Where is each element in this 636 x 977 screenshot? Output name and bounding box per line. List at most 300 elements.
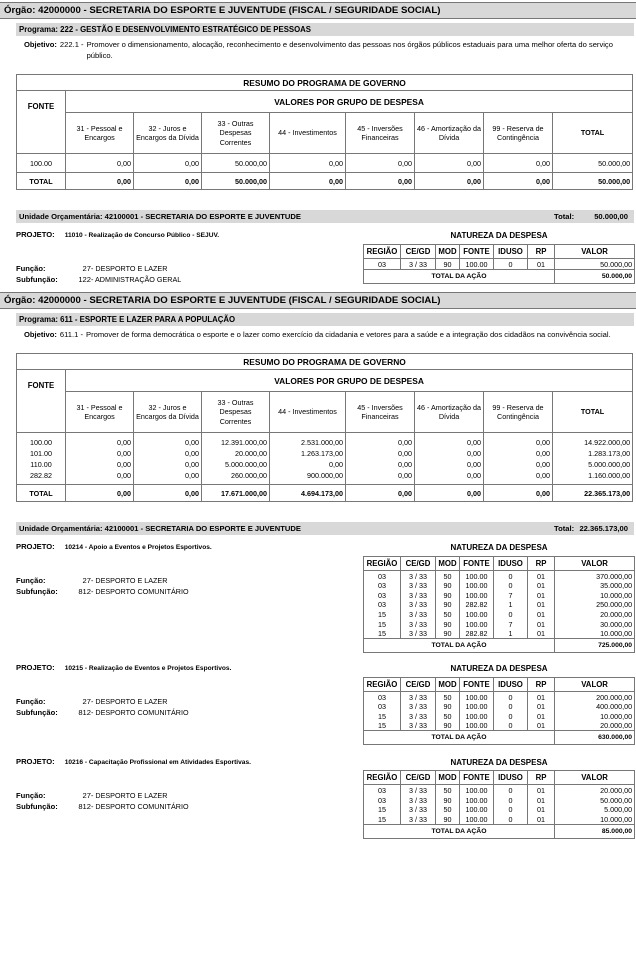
- total-value: 0,00: [270, 173, 346, 190]
- code-cell: 0: [494, 581, 528, 591]
- column-header: MOD: [436, 244, 460, 258]
- unidade-name: Unidade Orçamentária: 42100001 - SECRETARIA DO ESPORTE E JUVENTUDE: [19, 524, 301, 534]
- code-cell: 03: [364, 570, 401, 581]
- objetivo-text: Promover o dimensionamento, alocação, reconhecimento e desenvolvimento das pessoas nos órgãos públicos estaduais para uma melhor oferta do serviço público.: [86, 40, 613, 60]
- code-cell: 3 / 33: [401, 711, 436, 721]
- code-cell: 03: [364, 600, 401, 610]
- code-cell: 01: [528, 711, 555, 721]
- subfuncao-label: Subfunção:: [16, 708, 58, 718]
- resumo-data-row: [17, 448, 633, 459]
- column-header: RP: [528, 556, 555, 570]
- natureza-row: [364, 785, 635, 796]
- code-cell: 1: [494, 629, 528, 639]
- fonte-code: 100.00: [17, 158, 66, 169]
- fonte-column-header: FONTE: [17, 370, 66, 433]
- resumo-title: RESUMO DO PROGRAMA DE GOVERNO: [17, 75, 633, 91]
- programa-header: Programa: 611 - ESPORTE E LAZER PARA A POPULAÇÃO: [16, 313, 634, 326]
- column-header: VALOR: [555, 677, 635, 691]
- code-cell: 01: [528, 581, 555, 591]
- value-cell: 1.263.173,00: [270, 448, 346, 459]
- valor-cell: 10.000,00: [555, 815, 635, 825]
- code-cell: 100.00: [460, 795, 494, 805]
- funcao-code: 27: [82, 264, 91, 273]
- value-cell: 0,00: [415, 470, 484, 481]
- subfuncao-code: 122: [78, 275, 91, 284]
- natureza-table: [363, 227, 635, 284]
- subfuncao-label: Subfunção:: [16, 275, 58, 284]
- code-cell: 0: [494, 570, 528, 581]
- subfuncao-line: [16, 274, 181, 285]
- code-cell: 3 / 33: [401, 619, 436, 629]
- unidade-total-value: 50.000,00: [594, 212, 628, 221]
- total-value: 50.000,00: [202, 173, 270, 190]
- column-header: 46 - Amortização da Dívida: [415, 392, 484, 433]
- projeto-name: 10216 - Capacitação Profissional em Atividades Esportivas.: [64, 758, 251, 766]
- column-header: FONTE: [460, 244, 494, 258]
- value-cell: 900.000,00: [270, 470, 346, 481]
- code-cell: 03: [364, 590, 401, 600]
- total-acao-row: [364, 824, 635, 838]
- code-cell: 15: [364, 815, 401, 825]
- code-cell: 0: [494, 711, 528, 721]
- code-cell: 282.82: [460, 629, 494, 639]
- code-cell: 3 / 33: [401, 629, 436, 639]
- value-cell: 50.000,00: [202, 158, 270, 169]
- column-header: CE/GD: [401, 771, 436, 785]
- unidade-header: [16, 210, 634, 223]
- funcao-code: 27: [82, 576, 91, 586]
- code-cell: 3 / 33: [401, 805, 436, 815]
- value-cell: 0,00: [66, 459, 134, 470]
- total-acao-label: TOTAL DA AÇÃO: [364, 824, 555, 838]
- code-cell: 282.82: [460, 600, 494, 610]
- resumo-subtitle-row: [17, 91, 633, 113]
- subfuncao-line: [16, 801, 189, 812]
- code-cell: 3 / 33: [401, 258, 436, 269]
- funcao-desc: - DESPORTO E LAZER: [91, 264, 168, 273]
- code-cell: 3 / 33: [401, 570, 436, 581]
- code-cell: 03: [364, 581, 401, 591]
- code-cell: 100.00: [460, 610, 494, 620]
- value-cell: 50.000,00: [553, 158, 633, 169]
- projeto-block: [16, 539, 634, 654]
- column-header: REGIÃO: [364, 771, 401, 785]
- column-header: REGIÃO: [364, 556, 401, 570]
- natureza-row: [364, 691, 635, 702]
- total-acao-value: 630.000,00: [555, 731, 635, 745]
- column-header: IDUSO: [494, 244, 528, 258]
- code-cell: 03: [364, 258, 401, 269]
- valor-cell: 20.000,00: [555, 785, 635, 796]
- code-cell: 90: [436, 721, 460, 731]
- value-cell: 0,00: [134, 158, 202, 169]
- resumo-total-row: [17, 485, 633, 502]
- column-header: VALOR: [555, 244, 635, 258]
- column-header: 45 - Inversões Financeiras: [346, 392, 415, 433]
- column-header: 32 - Juros e Encargos da Dívida: [134, 392, 202, 433]
- column-header: IDUSO: [494, 556, 528, 570]
- code-cell: 01: [528, 600, 555, 610]
- projeto-name: 10214 - Apoio a Eventos e Projetos Esportivos.: [64, 544, 212, 552]
- column-header: 44 - Investimentos: [270, 113, 346, 154]
- column-header: VALOR: [555, 771, 635, 785]
- subfuncao-code: 812: [78, 801, 91, 811]
- projeto-label: PROJETO:: [16, 663, 55, 673]
- code-cell: 01: [528, 629, 555, 639]
- code-cell: 90: [436, 702, 460, 712]
- value-cell: 0,00: [415, 437, 484, 448]
- programa-header: Programa: 222 - GESTÃO E DESENVOLVIMENTO ESTRATÉGICO DE PESSOAS: [16, 23, 634, 36]
- column-header: 45 - Inversões Financeiras: [346, 113, 415, 154]
- natureza-title: NATUREZA DA DESPESA: [450, 542, 548, 552]
- code-cell: 0: [494, 721, 528, 731]
- code-cell: 90: [436, 619, 460, 629]
- value-cell: 0,00: [270, 459, 346, 470]
- resumo-subtitle-row: [17, 370, 633, 392]
- code-cell: 3 / 33: [401, 815, 436, 825]
- value-cell: 1.160.000,00: [553, 470, 633, 481]
- code-cell: 0: [494, 785, 528, 796]
- subfuncao-code: 812: [78, 587, 91, 597]
- column-header: 33 - Outras Despesas Correntes: [202, 392, 270, 433]
- code-cell: 50: [436, 570, 460, 581]
- value-cell: 0,00: [346, 470, 415, 481]
- resumo-table: [16, 353, 633, 502]
- resumo-title: RESUMO DO PROGRAMA DE GOVERNO: [17, 354, 633, 370]
- column-header: IDUSO: [494, 771, 528, 785]
- projeto-header: [16, 542, 212, 551]
- code-cell: 3 / 33: [401, 785, 436, 796]
- column-header: CE/GD: [401, 677, 436, 691]
- total-value: 0,00: [415, 173, 484, 190]
- column-header: 31 - Pessoal e Encargos: [66, 113, 134, 154]
- code-cell: 90: [436, 581, 460, 591]
- value-cell: 0,00: [484, 470, 553, 481]
- subfuncao-desc: - DESPORTO COMUNITÁRIO: [91, 587, 189, 597]
- subfuncao-label: Subfunção:: [16, 587, 58, 597]
- objetivo-label: Objetivo:: [24, 329, 57, 339]
- code-cell: 15: [364, 619, 401, 629]
- total-label: TOTAL: [17, 485, 66, 502]
- projeto-header: [16, 663, 231, 672]
- code-cell: 15: [364, 721, 401, 731]
- valor-cell: 35.000,00: [555, 581, 635, 591]
- code-cell: 100.00: [460, 258, 494, 269]
- code-cell: 100.00: [460, 805, 494, 815]
- subfuncao-code: 812: [78, 708, 91, 718]
- valor-cell: 30.000,00: [555, 619, 635, 629]
- funcao-label: Função:: [16, 264, 46, 273]
- total-acao-row: [364, 731, 635, 745]
- objetivo-code: 222.1 -: [59, 40, 84, 49]
- funcao-block: [16, 575, 189, 597]
- code-cell: 100.00: [460, 691, 494, 702]
- projeto-label: PROJETO:: [16, 542, 55, 552]
- column-header: MOD: [436, 771, 460, 785]
- value-cell: 0,00: [484, 448, 553, 459]
- natureza-title-row: [364, 539, 635, 556]
- code-cell: 7: [494, 619, 528, 629]
- code-cell: 03: [364, 702, 401, 712]
- code-cell: 01: [528, 570, 555, 581]
- projeto-label: PROJETO:: [16, 230, 55, 239]
- code-cell: 15: [364, 805, 401, 815]
- funcao-block: [16, 263, 181, 285]
- value-cell: 0,00: [66, 158, 134, 169]
- natureza-row: [364, 815, 635, 825]
- code-cell: 3 / 33: [401, 702, 436, 712]
- natureza-title-row: [364, 660, 635, 677]
- code-cell: 90: [436, 590, 460, 600]
- total-value: 0,00: [346, 485, 415, 502]
- orgao-header: Órgão: 42000000 - SECRETARIA DO ESPORTE E JUVENTUDE (FISCAL / SEGURIDADE SOCIAL): [0, 2, 636, 19]
- natureza-title: NATUREZA DA DESPESA: [450, 230, 548, 240]
- code-cell: 100.00: [460, 711, 494, 721]
- natureza-table: [363, 539, 635, 653]
- code-cell: 1: [494, 600, 528, 610]
- natureza-row: [364, 619, 635, 629]
- code-cell: 01: [528, 815, 555, 825]
- natureza-row: [364, 590, 635, 600]
- column-header: TOTAL: [553, 113, 633, 154]
- code-cell: 3 / 33: [401, 600, 436, 610]
- funcao-line: [16, 263, 181, 274]
- funcao-desc: - DESPORTO E LAZER: [91, 790, 168, 800]
- code-cell: 01: [528, 691, 555, 702]
- column-header: MOD: [436, 677, 460, 691]
- resumo-subtitle: VALORES POR GRUPO DE DESPESA: [66, 370, 633, 392]
- resumo-data-row: [17, 437, 633, 448]
- column-header: 33 - Outras Despesas Correntes: [202, 113, 270, 154]
- objetivo-text: Promover de forma democrática o esporte e o lazer como exercício da cidadania e vetores para a saúde e a integração dos cidadãos na convivência social.: [86, 329, 611, 339]
- objetivo-block: [24, 40, 632, 61]
- projeto-block: [16, 227, 634, 284]
- natureza-title: NATUREZA DA DESPESA: [450, 757, 548, 767]
- code-cell: 01: [528, 721, 555, 731]
- column-header: RP: [528, 677, 555, 691]
- total-acao-label: TOTAL DA AÇÃO: [364, 269, 555, 283]
- total-value: 0,00: [415, 485, 484, 502]
- natureza-row: [364, 581, 635, 591]
- projeto-block: [16, 660, 634, 746]
- value-cell: 0,00: [484, 158, 553, 169]
- valor-cell: 10.000,00: [555, 711, 635, 721]
- natureza-row: [364, 610, 635, 620]
- funcao-label: Função:: [16, 697, 46, 707]
- column-header: FONTE: [460, 771, 494, 785]
- objetivo-code: 611.1 -: [59, 329, 83, 339]
- resumo-table: [16, 74, 633, 190]
- total-acao-row: [364, 269, 635, 283]
- valor-cell: 200.000,00: [555, 691, 635, 702]
- unidade-name: Unidade Orçamentária: 42100001 - SECRETARIA DO ESPORTE E JUVENTUDE: [19, 212, 301, 221]
- fonte-code: 101.00: [17, 448, 66, 459]
- funcao-label: Função:: [16, 576, 46, 586]
- code-cell: 90: [436, 629, 460, 639]
- code-cell: 01: [528, 785, 555, 796]
- code-cell: 0: [494, 258, 528, 269]
- resumo-header-row: [17, 113, 633, 154]
- natureza-title-row: [364, 227, 635, 244]
- funcao-code: 27: [82, 697, 91, 707]
- total-value: 17.671.000,00: [202, 485, 270, 502]
- subfuncao-line: [16, 707, 189, 718]
- column-header: 99 - Reserva de Contingência: [484, 113, 553, 154]
- natureza-header-row: [364, 244, 635, 258]
- natureza-header-row: [364, 556, 635, 570]
- total-value: 0,00: [484, 485, 553, 502]
- value-cell: 0,00: [134, 470, 202, 481]
- column-header: RP: [528, 771, 555, 785]
- code-cell: 100.00: [460, 702, 494, 712]
- funcao-block: [16, 696, 189, 718]
- total-value: 4.694.173,00: [270, 485, 346, 502]
- value-cell: 0,00: [415, 448, 484, 459]
- column-header: MOD: [436, 556, 460, 570]
- unidade-total-value: 22.365.173,00: [579, 524, 628, 534]
- objetivo-label: Objetivo:: [24, 40, 57, 49]
- subfuncao-desc: - ADMINISTRAÇÃO GERAL: [91, 275, 182, 284]
- value-cell: 14.922.000,00: [553, 437, 633, 448]
- natureza-row: [364, 711, 635, 721]
- value-cell: 0,00: [134, 437, 202, 448]
- projeto-block: [16, 754, 634, 840]
- valor-cell: 10.000,00: [555, 590, 635, 600]
- natureza-header-row: [364, 771, 635, 785]
- column-header: REGIÃO: [364, 244, 401, 258]
- value-cell: 0,00: [484, 459, 553, 470]
- value-cell: 0,00: [134, 459, 202, 470]
- code-cell: 01: [528, 258, 555, 269]
- column-header: FONTE: [460, 677, 494, 691]
- code-cell: 3 / 33: [401, 691, 436, 702]
- resumo-subtitle: VALORES POR GRUPO DE DESPESA: [66, 91, 633, 113]
- funcao-line: [16, 575, 189, 586]
- code-cell: 0: [494, 610, 528, 620]
- code-cell: 50: [436, 610, 460, 620]
- code-cell: 0: [494, 702, 528, 712]
- code-cell: 01: [528, 795, 555, 805]
- projeto-name: 11010 - Realização de Concurso Público - SEJUV.: [64, 232, 220, 239]
- total-value: 0,00: [66, 173, 134, 190]
- value-cell: 0,00: [346, 158, 415, 169]
- objetivo-block: [24, 330, 632, 341]
- fonte-code: 100.00: [17, 437, 66, 448]
- column-header: CE/GD: [401, 556, 436, 570]
- natureza-title: NATUREZA DA DESPESA: [450, 663, 548, 673]
- code-cell: 15: [364, 610, 401, 620]
- total-value: 0,00: [134, 173, 202, 190]
- natureza-header-row: [364, 677, 635, 691]
- natureza-row: [364, 795, 635, 805]
- valor-cell: 20.000,00: [555, 721, 635, 731]
- value-cell: 0,00: [270, 158, 346, 169]
- code-cell: 100.00: [460, 815, 494, 825]
- code-cell: 0: [494, 805, 528, 815]
- valor-cell: 250.000,00: [555, 600, 635, 610]
- projeto-header: [16, 757, 251, 766]
- code-cell: 01: [528, 702, 555, 712]
- total-value: 0,00: [346, 173, 415, 190]
- code-cell: 100.00: [460, 619, 494, 629]
- code-cell: 0: [494, 795, 528, 805]
- unidade-total-label: Total:: [554, 212, 575, 221]
- code-cell: 90: [436, 795, 460, 805]
- total-label: TOTAL: [17, 173, 66, 190]
- code-cell: 3 / 33: [401, 795, 436, 805]
- natureza-row: [364, 805, 635, 815]
- code-cell: 90: [436, 600, 460, 610]
- total-acao-label: TOTAL DA AÇÃO: [364, 731, 555, 745]
- value-cell: 0,00: [346, 459, 415, 470]
- code-cell: 15: [364, 711, 401, 721]
- funcao-code: 27: [82, 790, 91, 800]
- code-cell: 01: [528, 619, 555, 629]
- code-cell: 03: [364, 795, 401, 805]
- subfuncao-label: Subfunção:: [16, 801, 58, 811]
- column-header: 99 - Reserva de Contingência: [484, 392, 553, 433]
- code-cell: 50: [436, 691, 460, 702]
- resumo-header-row: [17, 392, 633, 433]
- value-cell: 0,00: [66, 437, 134, 448]
- resumo-data-row: [17, 470, 633, 481]
- resumo-title-row: [17, 354, 633, 370]
- fonte-code: 110.00: [17, 459, 66, 470]
- code-cell: 100.00: [460, 570, 494, 581]
- program-section: [0, 292, 636, 840]
- code-cell: 3 / 33: [401, 590, 436, 600]
- column-header: FONTE: [460, 556, 494, 570]
- valor-cell: 400.000,00: [555, 702, 635, 712]
- code-cell: 0: [494, 691, 528, 702]
- code-cell: 01: [528, 805, 555, 815]
- subfuncao-desc: - DESPORTO COMUNITÁRIO: [91, 801, 189, 811]
- code-cell: 3 / 33: [401, 721, 436, 731]
- code-cell: 01: [528, 590, 555, 600]
- total-acao-label: TOTAL DA AÇÃO: [364, 639, 555, 653]
- valor-cell: 50.000,00: [555, 258, 635, 269]
- resumo-title-row: [17, 75, 633, 91]
- value-cell: 12.391.000,00: [202, 437, 270, 448]
- column-header: 31 - Pessoal e Encargos: [66, 392, 134, 433]
- value-cell: 0,00: [346, 448, 415, 459]
- value-cell: 5.000.000,00: [553, 459, 633, 470]
- valor-cell: 10.000,00: [555, 629, 635, 639]
- column-header: 44 - Investimentos: [270, 392, 346, 433]
- program-section: [0, 2, 636, 284]
- value-cell: 0,00: [415, 158, 484, 169]
- total-value: 22.365.173,00: [553, 485, 633, 502]
- code-cell: 15: [364, 629, 401, 639]
- natureza-row: [364, 629, 635, 639]
- value-cell: 0,00: [66, 448, 134, 459]
- code-cell: 03: [364, 785, 401, 796]
- value-cell: 20.000,00: [202, 448, 270, 459]
- column-header: TOTAL: [553, 392, 633, 433]
- funcao-desc: - DESPORTO E LAZER: [91, 697, 168, 707]
- total-value: 0,00: [66, 485, 134, 502]
- valor-cell: 370.000,00: [555, 570, 635, 581]
- code-cell: 90: [436, 815, 460, 825]
- total-acao-value: 85.000,00: [555, 824, 635, 838]
- natureza-table: [363, 754, 635, 839]
- code-cell: 7: [494, 590, 528, 600]
- subfuncao-line: [16, 586, 189, 597]
- code-cell: 0: [494, 815, 528, 825]
- unidade-total-label: Total:: [554, 524, 575, 534]
- funcao-label: Função:: [16, 790, 46, 800]
- value-cell: 0,00: [415, 459, 484, 470]
